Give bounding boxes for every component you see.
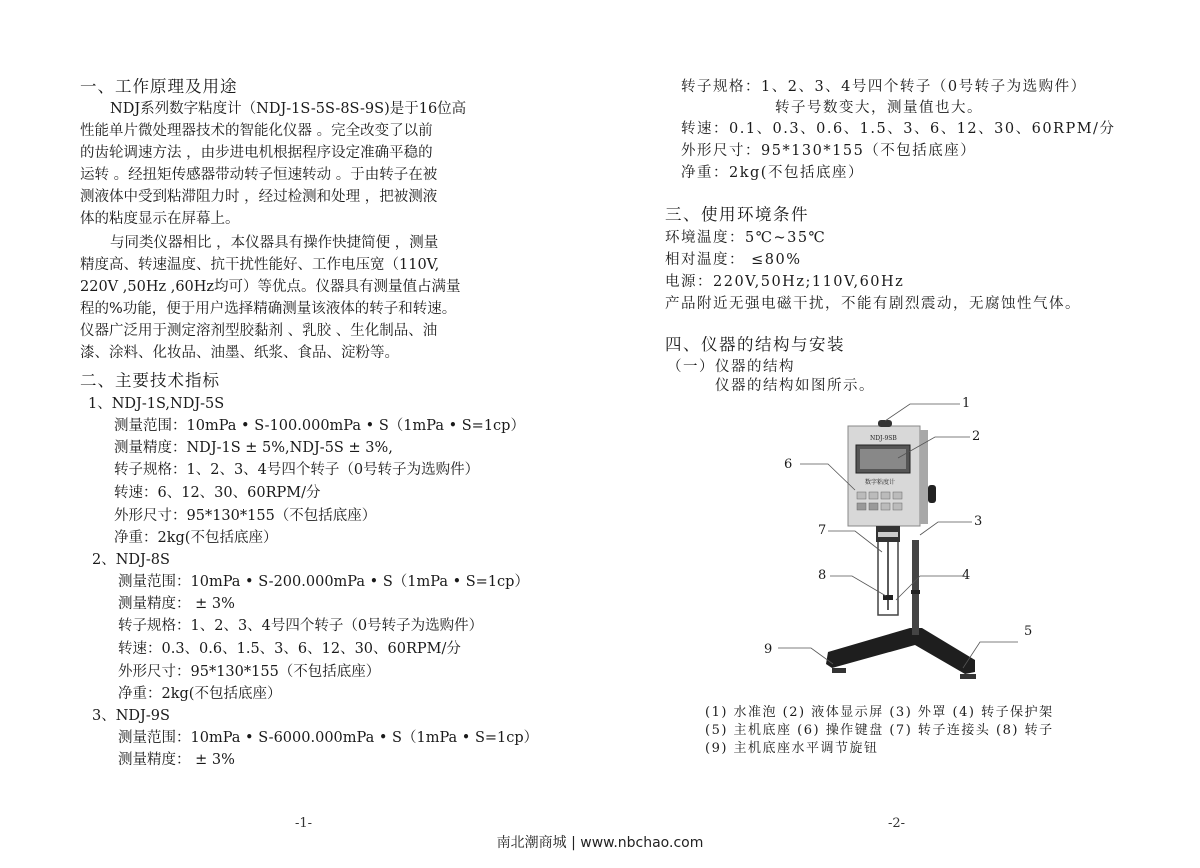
spec-line: 净重：2kg(不包括底座） — [114, 530, 278, 546]
model-label: NDJ-9SB — [870, 435, 897, 442]
condition-line: 环境温度：5℃~35℃ — [665, 230, 827, 246]
paragraph-line: 与同类仪器相比 ，本仪器具有操作快捷简便 ，测量 — [110, 235, 439, 251]
spec-line: 转速：0.3、0.6、1.5、3、6、12、30、60RPM/分 — [118, 641, 461, 657]
spec-line: 外形尺寸：95*130*155（不包括底座） — [114, 508, 377, 524]
section-3-heading: 三、使用环境条件 — [665, 205, 809, 224]
condition-line: 相对温度： ≤80% — [665, 252, 802, 268]
callout-8: 8 — [818, 568, 827, 583]
paragraph-line: 测液体中受到粘滞阻力时 ，经过检测和处理 ，把被测液 — [80, 189, 438, 205]
section-4-heading: 四、仪器的结构与安装 — [665, 335, 845, 354]
callout-2: 2 — [972, 429, 981, 444]
figure-legend-line: (1) 水准泡 (2) 液体显示屏 (3) 外罩 (4) 转子保护架 — [705, 705, 1054, 720]
paragraph-line: NDJ系列数字粘度计（NDJ-1S-5S-8S-9S)是于16位高 — [110, 101, 467, 117]
spec-line: 转子规格：1、2、3、4号四个转子（0号转子为选购件） — [118, 618, 484, 634]
viscometer-figure — [760, 390, 1060, 700]
paragraph-line: 漆、涂料、化妆品、油墨、纸浆、食品、淀粉等。 — [80, 345, 399, 361]
callout-1: 1 — [962, 396, 971, 411]
panel-label: 数字粘度计 — [865, 479, 896, 486]
callout-7: 7 — [818, 523, 827, 538]
paragraph-line: 体的粘度显示在屏幕上。 — [80, 211, 240, 227]
model-title: 3、NDJ-9S — [92, 708, 170, 724]
spec-line: 净重：2kg(不包括底座） — [118, 686, 282, 702]
section-2-heading: 二、主要技术指标 — [80, 371, 220, 390]
figure-legend-line: (9) 主机底座水平调节旋钮 — [705, 741, 879, 756]
paragraph-line: 程的%功能，便于用户选择精确测量该液体的转子和转速。 — [80, 301, 457, 317]
paragraph-line: 运转 。经扭矩传感器带动转子恒速转动 。于由转子在被 — [80, 167, 438, 183]
paragraph-line: 仪器广泛用于测定溶剂型胶黏剂 、乳胶 、生化制品、油 — [80, 323, 438, 339]
page-number: -1- — [295, 816, 313, 831]
spec-line: 测量范围：10mPa • S-100.000mPa • S（1mPa • S=1cp） — [114, 418, 525, 434]
condition-line: 产品附近无强电磁干扰，不能有剧烈震动，无腐蚀性气体。 — [665, 296, 1081, 312]
spec-line: 转速：0.1、0.3、0.6、1.5、3、6、12、30、60RPM/分 — [681, 121, 1116, 137]
page-number: -2- — [888, 816, 906, 831]
subsection-heading: （一）仪器的结构 — [667, 359, 795, 375]
spec-line: 测量精度： ± 3% — [118, 596, 235, 612]
spec-line: 测量精度： ± 3% — [118, 752, 235, 768]
spec-line: 测量精度：NDJ-1S ± 5%,NDJ-5S ± 3%, — [114, 440, 393, 456]
spec-line: 外形尺寸：95*130*155（不包括底座） — [681, 143, 977, 159]
spec-line: 净重：2kg(不包括底座） — [681, 165, 864, 181]
figure-intro: 仪器的结构如图所示。 — [715, 378, 875, 394]
callout-9: 9 — [764, 642, 773, 657]
paragraph-line: 220V ,50Hz ,60Hz均可）等优点。仪器具有测量值占满量 — [80, 279, 461, 295]
spec-line: 外形尺寸：95*130*155（不包括底座） — [118, 664, 381, 680]
paragraph-line: 精度高、转速温度、抗干扰性能好、工作电压宽（110V, — [80, 257, 440, 273]
spec-line: 转子规格：1、2、3、4号四个转子（0号转子为选购件） — [114, 462, 480, 478]
model-title: 2、NDJ-8S — [92, 552, 170, 568]
spec-line: 测量范围：10mPa • S-6000.000mPa • S（1mPa • S=1cp） — [118, 730, 539, 746]
spec-line: 测量范围：10mPa • S-200.000mPa • S（1mPa • S=1cp） — [118, 574, 529, 590]
figure-legend-line: (5) 主机底座 (6) 操作键盘 (7) 转子连接头 (8) 转子 — [705, 723, 1054, 738]
model-title: 1、NDJ-1S,NDJ-5S — [88, 396, 225, 412]
paragraph-line: 性能单片微处理器技术的智能化仪器 。完全改变了以前 — [80, 123, 433, 139]
spec-line: 转子号数变大，测量值也大。 — [775, 100, 983, 116]
spec-line: 转子规格：1、2、3、4号四个转子（0号转子为选购件） — [681, 79, 1087, 95]
callout-3: 3 — [974, 514, 983, 529]
callout-5: 5 — [1024, 624, 1033, 639]
callout-6: 6 — [784, 457, 793, 472]
paragraph-line: 的齿轮调速方法 ，由步进电机根据程序设定准确平稳的 — [80, 145, 433, 161]
spec-line: 转速：6、12、30、60RPM/分 — [114, 485, 321, 501]
site-footer: 南北潮商城 | www.nbchao.com — [496, 835, 704, 851]
condition-line: 电源：220V,50Hz;110V,60Hz — [665, 274, 905, 290]
section-1-heading: 一、工作原理及用途 — [80, 77, 238, 96]
callout-4: 4 — [962, 568, 971, 583]
